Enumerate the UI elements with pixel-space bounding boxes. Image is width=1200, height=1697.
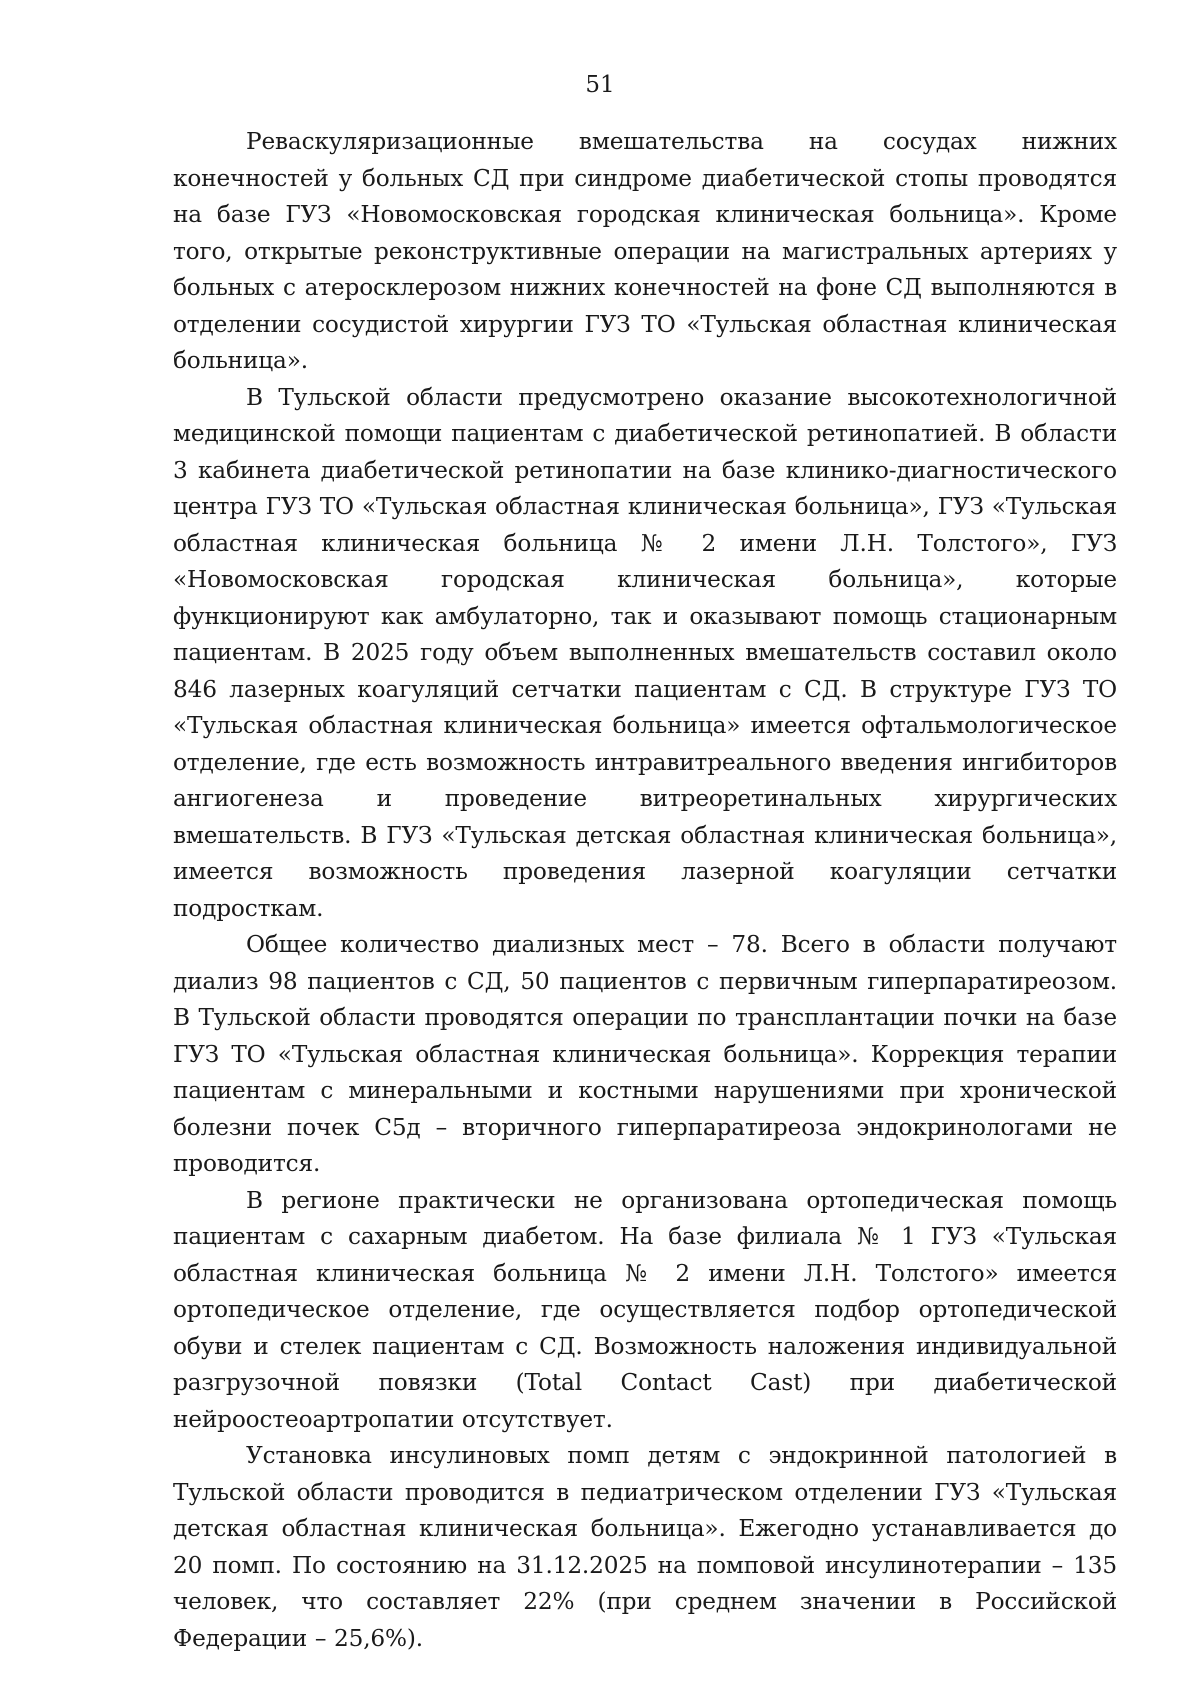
paragraph-dialysis: Общее количество диализных мест – 78. Всего в области получают диализ 98 пациентов с СД, 50 пациентов с первичным гиперпаратиреозом. В Тульской области проводятся операции по трансплантации почки на базе ГУЗ ТО «Тульская областная клиническая больница». Коррекция терапии пациентам с минеральными и костными нарушениями при хронической болезни почек С5д – вторичного гиперпаратиреоза эндокринологами не проводится. [173,931,1117,1177]
document-body [173,124,1117,1657]
paragraph-retinopathy-care: В Тульской области предусмотрено оказание высокотехнологичной медицинской помощи пациентам с диабетической ретинопатией. В области 3 кабинета диабетической ретинопатии на базе клинико-диагностического центра ГУЗ ТО «Тульская областная клиническая больница», ГУЗ «Тульская областная клиническая больница № 2 имени Л.Н. Толстого», ГУЗ «Новомосковская городская клиническая больница», которые функционируют как амбулаторно, так и оказывают помощь стационарным пациентам. В 2025 году объем выполненных вмешательств составил около 846 лазерных коагуляций сетчатки пациентам с СД. В структуре ГУЗ ТО «Тульская областная клиническая больница» имеется офтальмологическое отделение, где есть возможность интравитреального введения ингибиторов ангиогенеза и проведение витреоретинальных хирургических вмешательств. В ГУЗ «Тульская детская областная клиническая больница», имеется возможность проведения лазерной коагуляции сетчатки подросткам. [173,383,1117,922]
paragraph-revascularization: Реваскуляризационные вмешательства на сосудах нижних конечностей у больных СД при синдроме диабетической стопы проводятся на базе ГУЗ «Новомосковская городская клиническая больница». Кроме того, открытые реконструктивные операции на магистральных артериях у больных с атеросклерозом нижних конечностей на фоне СД выполняются в отделении сосудистой хирургии ГУЗ ТО «Тульская областная клиническая больница». [173,128,1117,374]
page-number: 51 [585,72,615,98]
paragraph-insulin-pumps: Установка инсулиновых помп детям с эндокринной патологией в Тульской области проводится в педиатрическом отделении ГУЗ «Тульская детская областная клиническая больница». Ежегодно устанавливается до 20 помп. По состоянию на 31.12.2025 на помповой инсулинотерапии – 135 человек, что составляет 22% (при среднем значении в Российской Федерации – 25,6%). [173,1442,1117,1652]
paragraph-orthopedic-care: В регионе практически не организована ортопедическая помощь пациентам с сахарным диабетом. На базе филиала № 1 ГУЗ «Тульская областная клиническая больница № 2 имени Л.Н. Толстого» имеется ортопедическое отделение, где осуществляется подбор ортопедической обуви и стелек пациентам с СД. Возможность наложения индивидуальной разгрузочной повязки (Total Contact Cast) при диабетической нейроостеоартропатии отсутствует. [173,1186,1117,1433]
